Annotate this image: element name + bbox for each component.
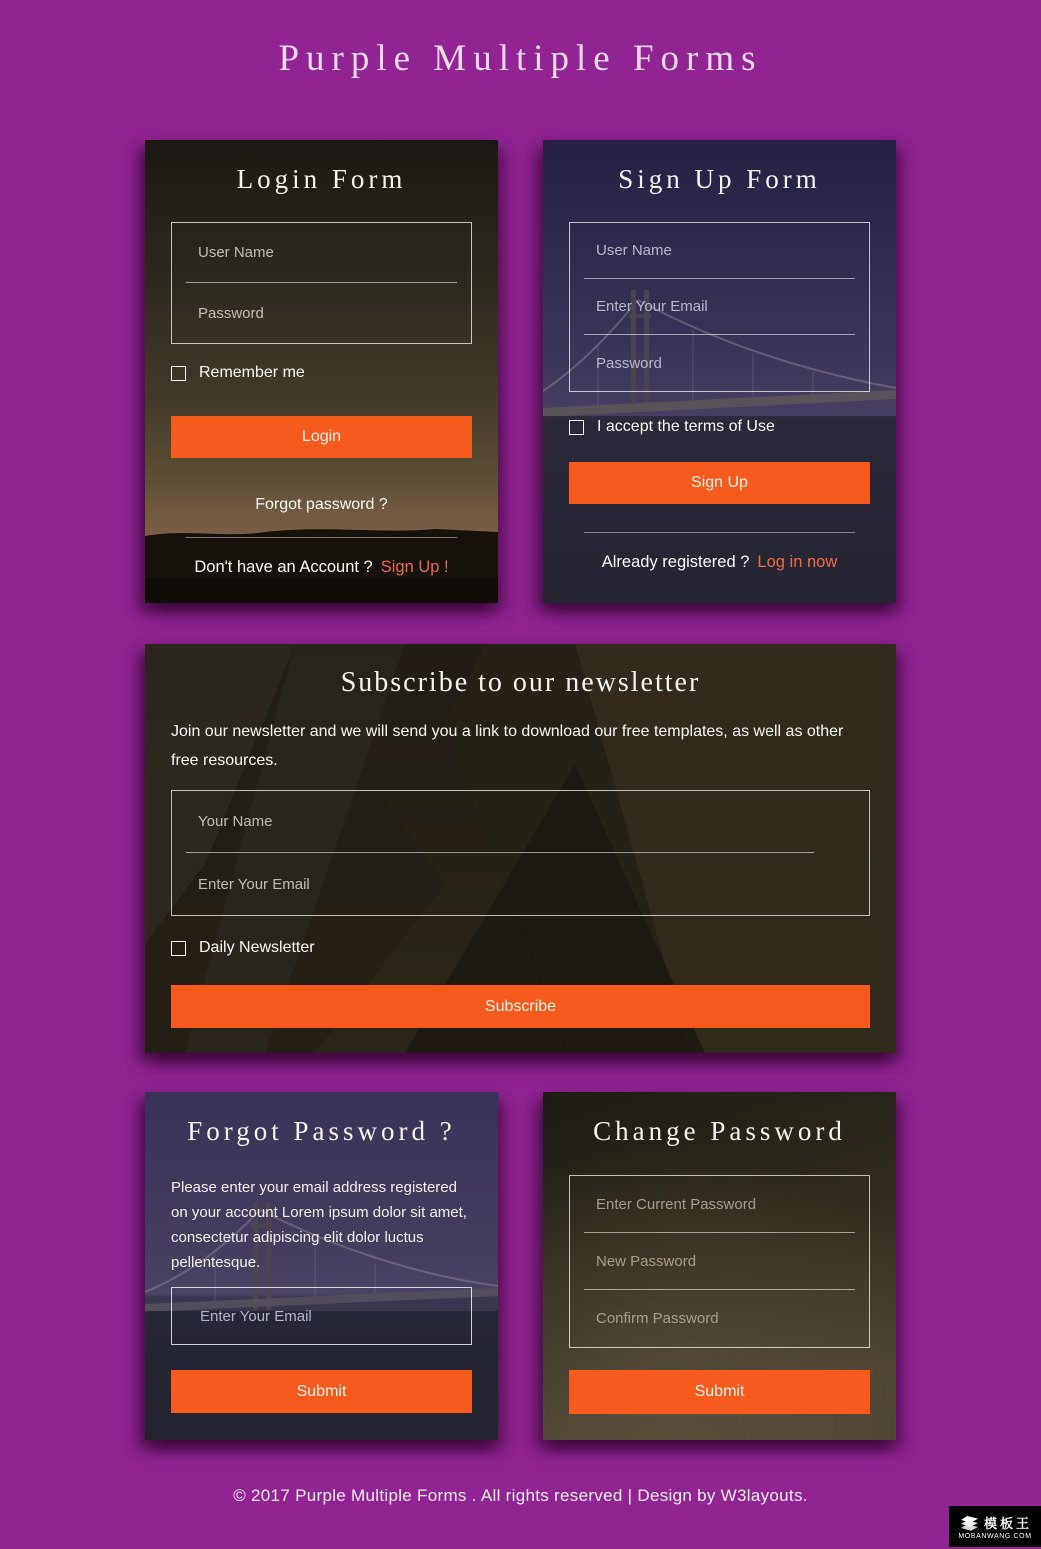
login-now-link[interactable]: Log in now <box>757 553 838 571</box>
bottom-row <box>145 1092 896 1440</box>
newsletter-card <box>145 644 896 1053</box>
signup-form-title: Sign Up Form <box>618 164 821 194</box>
signup-link[interactable]: Sign Up ! <box>380 558 449 576</box>
forgot-submit-button[interactable]: Submit <box>171 1370 472 1413</box>
signup-card <box>543 140 896 603</box>
confirm-password-row <box>584 1290 855 1347</box>
login-form-title: Login Form <box>236 164 407 194</box>
login-fields-box <box>171 222 472 344</box>
confirm-password-input[interactable] <box>584 1310 855 1327</box>
watermark-cn-text: 模板王 <box>983 1516 1032 1531</box>
terms-label: I accept the terms of Use <box>597 418 775 435</box>
footer-text: © 2017 Purple Multiple Forms . All rights reserved | Design by W3layouts. <box>233 1486 808 1505</box>
signup-prompt-text: Don't have an Account ? <box>194 558 373 576</box>
name-field-row <box>186 791 814 853</box>
forgot-password-link[interactable]: Forgot password ? <box>255 496 388 513</box>
password-field-row <box>186 283 457 343</box>
newsletter-name-input[interactable] <box>186 813 814 830</box>
login-button[interactable]: Login <box>171 416 472 458</box>
terms-row <box>569 418 870 436</box>
signup-fields-box <box>569 222 870 392</box>
watermark-en-text: MOBANWANG.COM <box>958 1533 1032 1540</box>
change-password-card <box>543 1092 896 1440</box>
divider <box>584 532 855 533</box>
login-prompt <box>569 553 870 572</box>
daily-newsletter-row <box>171 939 870 957</box>
change-fields-box <box>569 1175 870 1348</box>
email-field-row <box>186 853 855 915</box>
middle-row <box>145 644 896 1053</box>
page-title: Purple Multiple Forms <box>278 38 763 79</box>
top-row <box>145 140 896 603</box>
newsletter-title: Subscribe to our newsletter <box>340 667 701 698</box>
forgot-password-title: Forgot Password ? <box>187 1116 456 1146</box>
remember-me-row <box>171 364 472 382</box>
forgot-password-description: Please enter your email address registered on your account Lorem ipsum dolor sit amet, consectetur adipiscing elit dolor luctus pellentesque. <box>171 1179 467 1271</box>
new-password-row <box>584 1233 855 1290</box>
password-field-row <box>584 335 855 391</box>
signup-password-input[interactable] <box>584 355 855 372</box>
email-field-row <box>584 279 855 335</box>
password-input[interactable] <box>186 305 457 322</box>
forgot-password-card <box>145 1092 498 1440</box>
newsletter-fields-box <box>171 790 870 916</box>
username-input[interactable] <box>186 244 457 261</box>
username-field-row <box>186 223 457 283</box>
daily-newsletter-label: Daily Newsletter <box>199 939 315 956</box>
forgot-email-box <box>171 1287 472 1345</box>
mobanwang-watermark <box>949 1506 1041 1547</box>
login-card <box>145 140 498 603</box>
change-submit-button[interactable]: Submit <box>569 1370 870 1414</box>
forms-container <box>145 140 896 1440</box>
remember-me-checkbox[interactable] <box>171 366 186 381</box>
username-field-row <box>584 223 855 279</box>
signup-email-input[interactable] <box>584 298 855 315</box>
newsletter-description: Join our newsletter and we will send you a link to download our free templates, as well as other free resources. <box>171 723 844 769</box>
current-password-row <box>584 1176 855 1233</box>
signup-button[interactable]: Sign Up <box>569 462 870 504</box>
divider <box>186 537 457 538</box>
terms-checkbox[interactable] <box>569 420 584 435</box>
login-prompt-text: Already registered ? <box>601 553 750 571</box>
signup-prompt <box>171 558 472 577</box>
change-password-title: Change Password <box>593 1116 846 1146</box>
forgot-email-input[interactable] <box>172 1308 471 1325</box>
watermark-row <box>958 1513 1032 1532</box>
signup-username-input[interactable] <box>584 242 855 259</box>
layers-icon <box>958 1514 980 1532</box>
new-password-input[interactable] <box>584 1253 855 1270</box>
subscribe-button[interactable]: Subscribe <box>171 985 870 1028</box>
remember-me-label: Remember me <box>199 364 305 381</box>
daily-newsletter-checkbox[interactable] <box>171 941 186 956</box>
newsletter-email-input[interactable] <box>186 876 855 893</box>
current-password-input[interactable] <box>584 1196 855 1213</box>
